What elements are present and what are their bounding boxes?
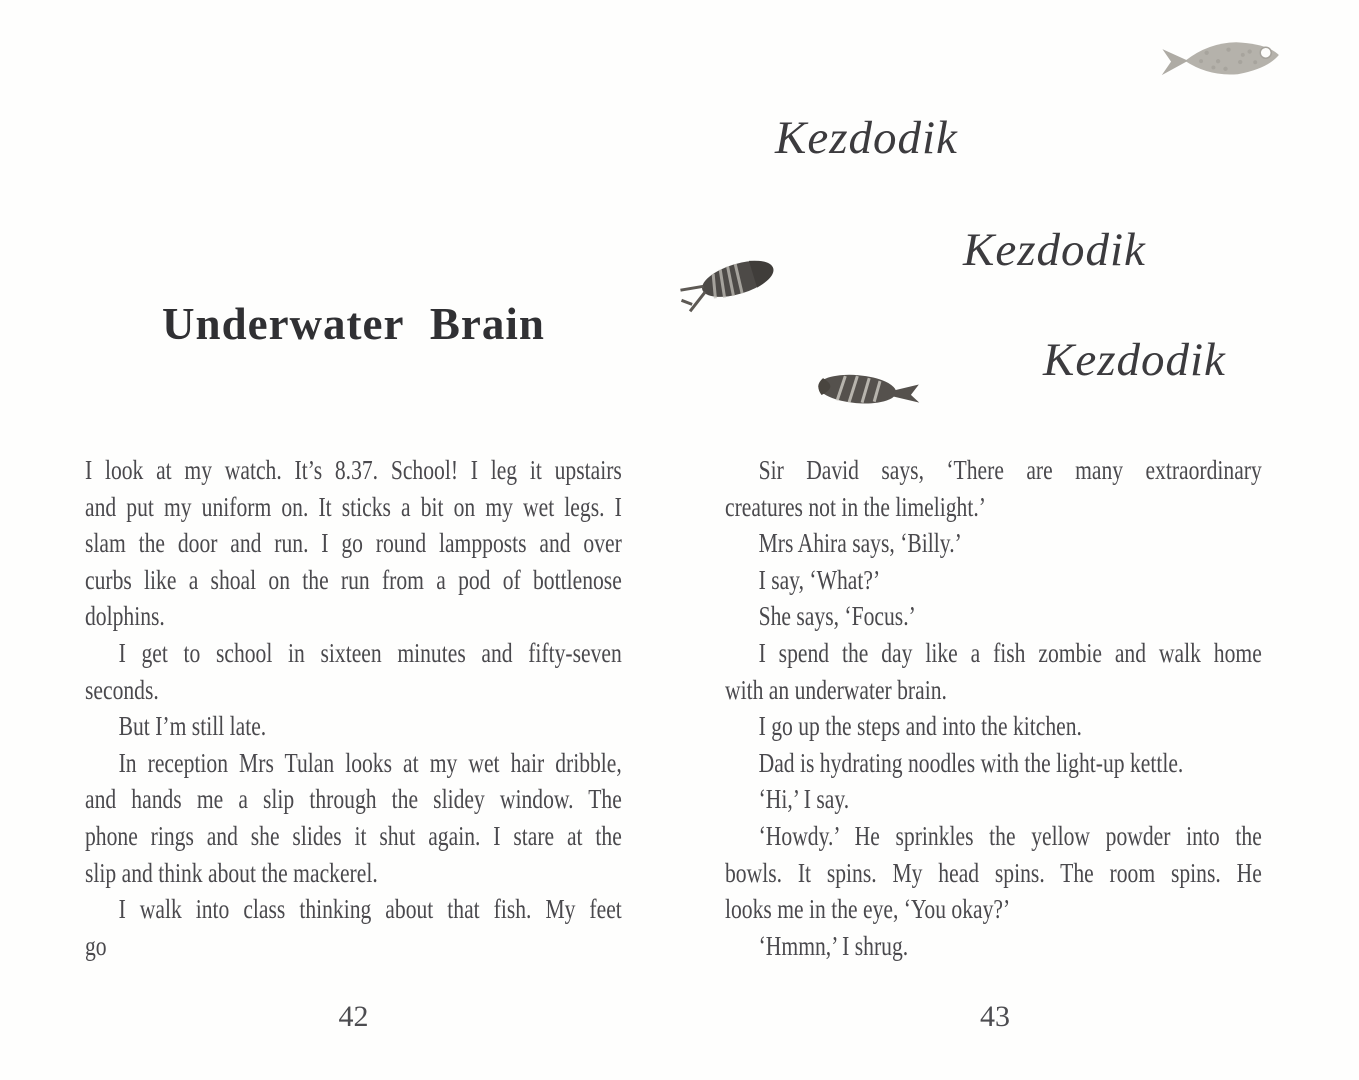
text-line: I go up the steps and into the kitchen. [758,711,1082,742]
text-line: She says, ‘Focus.’ [758,601,916,632]
text-line: curbs like a shoal on the run from a pod of bottlenose [85,564,622,595]
text-line: I say, ‘What?’ [758,564,881,595]
text-line: go [85,930,107,961]
text-line: dolphins. [85,601,165,632]
kezdodik-word-3: Kezdodik [1043,334,1226,386]
text-line: slam the door and run. I go round lampposts and over [85,528,622,559]
right-page-body [725,452,1262,964]
page-number-right: 43 [980,1000,1010,1033]
text-line: But I’m still late. [118,711,267,742]
text-line: with an underwater brain. [725,674,947,705]
light-speckled-fish-icon [1155,33,1290,90]
text-line: creatures not in the limelight.’ [725,491,986,522]
left-page-body [85,452,622,964]
text-line: and hands me a slip through the slidey window. The [85,784,622,815]
text-line: phone rings and she slides it shut again. I stare at the [85,820,622,851]
text-line: I walk into class thinking about that fish. My feet [118,894,622,925]
chapter-title: Underwater Brain [162,299,545,349]
text-line: I look at my watch. It’s 8.37. School! I leg it upstairs [85,455,622,485]
text-line: Dad is hydrating noodles with the light-up kettle. [758,747,1184,778]
text-line: bowls. It spins. My head spins. The room spins. He [725,857,1262,888]
text-line: Mrs Ahira says, ‘Billy.’ [758,528,962,559]
text-line: ‘Howdy.’ He sprinkles the yellow powder into the [758,820,1262,851]
kezdodik-word-1: Kezdodik [775,112,958,164]
text-line: I get to school in sixteen minutes and fifty-seven [118,637,622,668]
text-line: looks me in the eye, ‘You okay?’ [725,894,1011,925]
text-line: seconds. [85,674,159,705]
kezdodik-word-2: Kezdodik [963,224,1146,276]
text-line: slip and think about the mackerel. [85,857,378,888]
text-line: I spend the day like a fish zombie and walk home [758,637,1262,668]
text-line: ‘Hmmn,’ I shrug. [758,930,909,961]
page-number-left: 42 [338,1000,369,1033]
text-line: ‘Hi,’ I say. [758,784,850,815]
dark-striped-fish-icon [810,365,924,424]
text-line: and put my uniform on. It sticks a bit on my wet legs. I [85,491,622,522]
text-line: In reception Mrs Tulan looks at my wet hair dribble, [118,747,622,778]
dark-tilted-fish-icon [676,246,786,321]
text-line: Sir David says, ‘There are many extraordinary [758,455,1262,485]
